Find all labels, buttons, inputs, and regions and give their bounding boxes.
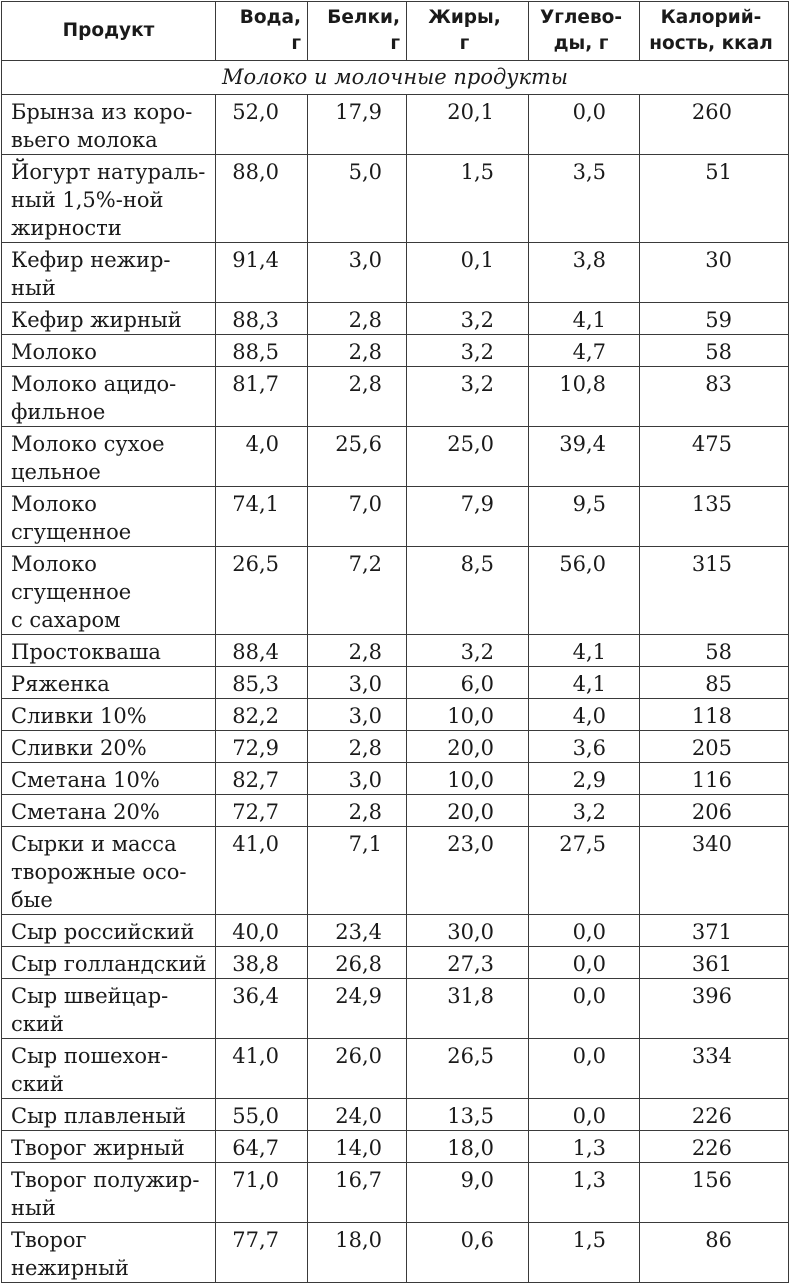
- fat-cell: 20,0: [407, 795, 529, 827]
- product-name-line: Сливки 20%: [11, 736, 147, 760]
- carbs-cell: 3,5: [529, 155, 640, 243]
- table-row: [2, 335, 789, 367]
- protein-cell: 14,0: [308, 1131, 407, 1163]
- water-cell: 26,5: [216, 547, 308, 635]
- fat-cell: 7,9: [407, 487, 529, 547]
- protein-cell: 3,0: [308, 243, 407, 303]
- fat-cell: 27,3: [407, 947, 529, 979]
- protein-cell: 7,1: [308, 827, 407, 915]
- product-name-line: бые: [11, 888, 53, 912]
- carbs-cell: 4,1: [529, 635, 640, 667]
- product-name-cell: [2, 979, 216, 1039]
- table-row: [2, 1039, 789, 1099]
- calories-cell: 156: [640, 1163, 789, 1223]
- header-carbs: [529, 2, 640, 61]
- carbs-cell: 3,6: [529, 731, 640, 763]
- product-name-line: Сливки 10%: [11, 704, 147, 728]
- header-protein: [308, 2, 407, 61]
- table-row: [2, 915, 789, 947]
- calories-cell: 118: [640, 699, 789, 731]
- product-name-line: вьего молока: [11, 128, 158, 152]
- calories-cell: 83: [640, 367, 789, 427]
- header-water-line2: г: [291, 33, 301, 54]
- calories-cell: 396: [640, 979, 789, 1039]
- product-name-cell: [2, 827, 216, 915]
- fat-cell: 0,1: [407, 243, 529, 303]
- product-name-line: Творог жирный: [11, 1136, 185, 1160]
- table-row: [2, 979, 789, 1039]
- fat-cell: 30,0: [407, 915, 529, 947]
- header-carbs-line2: ды, г: [553, 33, 609, 54]
- calories-cell: 86: [640, 1223, 789, 1283]
- table-row: [2, 795, 789, 827]
- fat-cell: 26,5: [407, 1039, 529, 1099]
- product-name-cell: [2, 1223, 216, 1283]
- protein-cell: 2,8: [308, 731, 407, 763]
- section-row: [2, 61, 789, 95]
- protein-cell: 18,0: [308, 1223, 407, 1283]
- protein-cell: 26,8: [308, 947, 407, 979]
- carbs-cell: 3,2: [529, 795, 640, 827]
- calories-cell: 135: [640, 487, 789, 547]
- product-name-line: Йогурт натураль-: [11, 160, 206, 184]
- product-name-cell: [2, 1163, 216, 1223]
- product-name-line: Кефир нежир-: [11, 248, 171, 272]
- fat-cell: 6,0: [407, 667, 529, 699]
- product-name-line: Сыр голландский: [11, 952, 207, 976]
- product-name-line: Творог нежирный: [11, 1228, 129, 1280]
- calories-cell: 334: [640, 1039, 789, 1099]
- header-calories-line1: Калорий-: [660, 7, 762, 28]
- product-name-line: Сыр пошехон-: [11, 1044, 169, 1068]
- header-fat-line2: г: [459, 33, 470, 54]
- product-name-cell: [2, 427, 216, 487]
- header-fat: [407, 2, 529, 61]
- calories-cell: 260: [640, 95, 789, 155]
- carbs-cell: 1,5: [529, 1223, 640, 1283]
- water-cell: 41,0: [216, 827, 308, 915]
- fat-cell: 3,2: [407, 635, 529, 667]
- calories-cell: 58: [640, 335, 789, 367]
- fat-cell: 20,0: [407, 731, 529, 763]
- product-name-line: ный: [11, 276, 56, 300]
- protein-cell: 23,4: [308, 915, 407, 947]
- protein-cell: 2,8: [308, 795, 407, 827]
- product-name-line: цельное: [11, 460, 101, 484]
- product-name-line: Кефир жирный: [11, 308, 182, 332]
- fat-cell: 18,0: [407, 1131, 529, 1163]
- product-name-cell: [2, 547, 216, 635]
- calories-cell: 51: [640, 155, 789, 243]
- protein-cell: 16,7: [308, 1163, 407, 1223]
- fat-cell: 10,0: [407, 763, 529, 795]
- calories-cell: 371: [640, 915, 789, 947]
- carbs-cell: 0,0: [529, 1099, 640, 1131]
- product-name-cell: [2, 947, 216, 979]
- fat-cell: 8,5: [407, 547, 529, 635]
- water-cell: 74,1: [216, 487, 308, 547]
- calories-cell: 116: [640, 763, 789, 795]
- product-name-cell: [2, 335, 216, 367]
- product-name-line: Сыр российский: [11, 920, 195, 944]
- product-name-line: Молоко: [11, 340, 97, 364]
- product-name-cell: [2, 303, 216, 335]
- product-name-cell: [2, 367, 216, 427]
- calories-cell: 475: [640, 427, 789, 487]
- carbs-cell: 27,5: [529, 827, 640, 915]
- calories-cell: 361: [640, 947, 789, 979]
- header-product: Продукт: [2, 2, 216, 61]
- table-row: [2, 95, 789, 155]
- table-header: [2, 2, 789, 61]
- table-row: [2, 667, 789, 699]
- product-name-line: ский: [11, 1072, 64, 1096]
- water-cell: 72,9: [216, 731, 308, 763]
- product-name-line: ный: [11, 1196, 56, 1220]
- table-row: [2, 155, 789, 243]
- carbs-cell: 0,0: [529, 915, 640, 947]
- protein-cell: 2,8: [308, 335, 407, 367]
- fat-cell: 1,5: [407, 155, 529, 243]
- water-cell: 36,4: [216, 979, 308, 1039]
- header-water: [216, 2, 308, 61]
- protein-cell: 3,0: [308, 667, 407, 699]
- carbs-cell: 0,0: [529, 95, 640, 155]
- table-row: [2, 427, 789, 487]
- section-title: Молоко и молочные продукты: [2, 61, 789, 95]
- calories-cell: 226: [640, 1099, 789, 1131]
- product-name-cell: [2, 95, 216, 155]
- table-row: [2, 367, 789, 427]
- carbs-cell: 1,3: [529, 1131, 640, 1163]
- water-cell: 72,7: [216, 795, 308, 827]
- water-cell: 38,8: [216, 947, 308, 979]
- header-fat-line1: Жиры,: [428, 7, 501, 28]
- calories-cell: 59: [640, 303, 789, 335]
- product-name-line: Простокваша: [11, 640, 161, 664]
- water-cell: 40,0: [216, 915, 308, 947]
- table-row: [2, 635, 789, 667]
- product-name-cell: [2, 635, 216, 667]
- protein-cell: 3,0: [308, 699, 407, 731]
- calories-cell: 340: [640, 827, 789, 915]
- calories-cell: 315: [640, 547, 789, 635]
- product-name-cell: [2, 795, 216, 827]
- table-row: [2, 487, 789, 547]
- carbs-cell: 9,5: [529, 487, 640, 547]
- header-protein-line2: г: [390, 33, 400, 54]
- product-name-cell: [2, 1131, 216, 1163]
- product-name-cell: [2, 699, 216, 731]
- fat-cell: 20,1: [407, 95, 529, 155]
- fat-cell: 10,0: [407, 699, 529, 731]
- calories-cell: 85: [640, 667, 789, 699]
- protein-cell: 3,0: [308, 763, 407, 795]
- carbs-cell: 0,0: [529, 947, 640, 979]
- product-name-line: Сыр швейцар-: [11, 984, 169, 1008]
- product-name-line: жирности: [11, 216, 122, 240]
- product-name-line: с сахаром: [11, 608, 121, 632]
- table-row: [2, 827, 789, 915]
- fat-cell: 0,6: [407, 1223, 529, 1283]
- protein-cell: 7,0: [308, 487, 407, 547]
- water-cell: 41,0: [216, 1039, 308, 1099]
- protein-cell: 2,8: [308, 303, 407, 335]
- product-name-line: Ряженка: [11, 672, 110, 696]
- carbs-cell: 1,3: [529, 1163, 640, 1223]
- water-cell: 88,4: [216, 635, 308, 667]
- protein-cell: 2,8: [308, 635, 407, 667]
- water-cell: 82,2: [216, 699, 308, 731]
- fat-cell: 3,2: [407, 303, 529, 335]
- carbs-cell: 4,0: [529, 699, 640, 731]
- protein-cell: 17,9: [308, 95, 407, 155]
- fat-cell: 3,2: [407, 335, 529, 367]
- protein-cell: 25,6: [308, 427, 407, 487]
- product-name-cell: [2, 1099, 216, 1131]
- table-row: [2, 547, 789, 635]
- water-cell: 71,0: [216, 1163, 308, 1223]
- water-cell: 77,7: [216, 1223, 308, 1283]
- protein-cell: 7,2: [308, 547, 407, 635]
- product-name-line: Сметана 20%: [11, 800, 160, 824]
- water-cell: 88,0: [216, 155, 308, 243]
- carbs-cell: 39,4: [529, 427, 640, 487]
- protein-cell: 2,8: [308, 367, 407, 427]
- table-row: [2, 1099, 789, 1131]
- product-name-line: Молоко сгущенное: [11, 492, 132, 544]
- product-name-cell: [2, 763, 216, 795]
- calories-cell: 30: [640, 243, 789, 303]
- product-name-line: Сырки и масса: [11, 832, 177, 856]
- header-calories: [640, 2, 789, 61]
- water-cell: 81,7: [216, 367, 308, 427]
- product-name-cell: [2, 1039, 216, 1099]
- water-cell: 64,7: [216, 1131, 308, 1163]
- product-name-cell: [2, 731, 216, 763]
- table-row: [2, 1223, 789, 1283]
- carbs-cell: 10,8: [529, 367, 640, 427]
- water-cell: 85,3: [216, 667, 308, 699]
- table-row: [2, 243, 789, 303]
- product-name-line: Молоко ацидо-: [11, 372, 177, 396]
- product-name-cell: [2, 155, 216, 243]
- fat-cell: 25,0: [407, 427, 529, 487]
- product-name-line: ный 1,5%-ной: [11, 188, 164, 212]
- water-cell: 52,0: [216, 95, 308, 155]
- product-name-line: Молоко сгущенное: [11, 552, 132, 604]
- fat-cell: 13,5: [407, 1099, 529, 1131]
- water-cell: 91,4: [216, 243, 308, 303]
- carbs-cell: 0,0: [529, 979, 640, 1039]
- calories-cell: 58: [640, 635, 789, 667]
- table-row: [2, 699, 789, 731]
- product-name-line: ский: [11, 1012, 64, 1036]
- header-water-line1: Вода,: [239, 7, 301, 28]
- product-name-cell: [2, 243, 216, 303]
- carbs-cell: 3,8: [529, 243, 640, 303]
- header-calories-line2: ность, ккал: [649, 33, 773, 54]
- table-body: [2, 61, 789, 1283]
- carbs-cell: 4,1: [529, 303, 640, 335]
- product-name-cell: [2, 487, 216, 547]
- water-cell: 88,5: [216, 335, 308, 367]
- carbs-cell: 0,0: [529, 1039, 640, 1099]
- carbs-cell: 2,9: [529, 763, 640, 795]
- header-row: [2, 2, 789, 61]
- table-row: [2, 731, 789, 763]
- table-row: [2, 763, 789, 795]
- product-name-line: творожные осо-: [11, 860, 187, 884]
- carbs-cell: 56,0: [529, 547, 640, 635]
- table-row: [2, 1163, 789, 1223]
- product-name-cell: [2, 915, 216, 947]
- product-name-line: фильное: [11, 400, 106, 424]
- table-row: [2, 303, 789, 335]
- calories-cell: 226: [640, 1131, 789, 1163]
- protein-cell: 5,0: [308, 155, 407, 243]
- fat-cell: 9,0: [407, 1163, 529, 1223]
- header-protein-line1: Белки,: [327, 7, 400, 28]
- calories-cell: 205: [640, 731, 789, 763]
- protein-cell: 24,0: [308, 1099, 407, 1131]
- water-cell: 82,7: [216, 763, 308, 795]
- header-carbs-line1: Углево-: [539, 7, 623, 28]
- water-cell: 55,0: [216, 1099, 308, 1131]
- protein-cell: 24,9: [308, 979, 407, 1039]
- fat-cell: 3,2: [407, 367, 529, 427]
- table-row: [2, 947, 789, 979]
- table-row: [2, 1131, 789, 1163]
- product-name-cell: [2, 667, 216, 699]
- water-cell: 88,3: [216, 303, 308, 335]
- protein-cell: 26,0: [308, 1039, 407, 1099]
- water-cell: 4,0: [216, 427, 308, 487]
- product-name-line: Творог полужир-: [11, 1168, 200, 1192]
- carbs-cell: 4,7: [529, 335, 640, 367]
- fat-cell: 31,8: [407, 979, 529, 1039]
- calories-cell: 206: [640, 795, 789, 827]
- product-name-line: Брынза из коро-: [11, 100, 193, 124]
- product-name-line: Сметана 10%: [11, 768, 160, 792]
- nutrition-table: [1, 1, 789, 1283]
- carbs-cell: 4,1: [529, 667, 640, 699]
- product-name-line: Сыр плавленый: [11, 1104, 187, 1128]
- product-name-line: Молоко сухое: [11, 432, 165, 456]
- fat-cell: 23,0: [407, 827, 529, 915]
